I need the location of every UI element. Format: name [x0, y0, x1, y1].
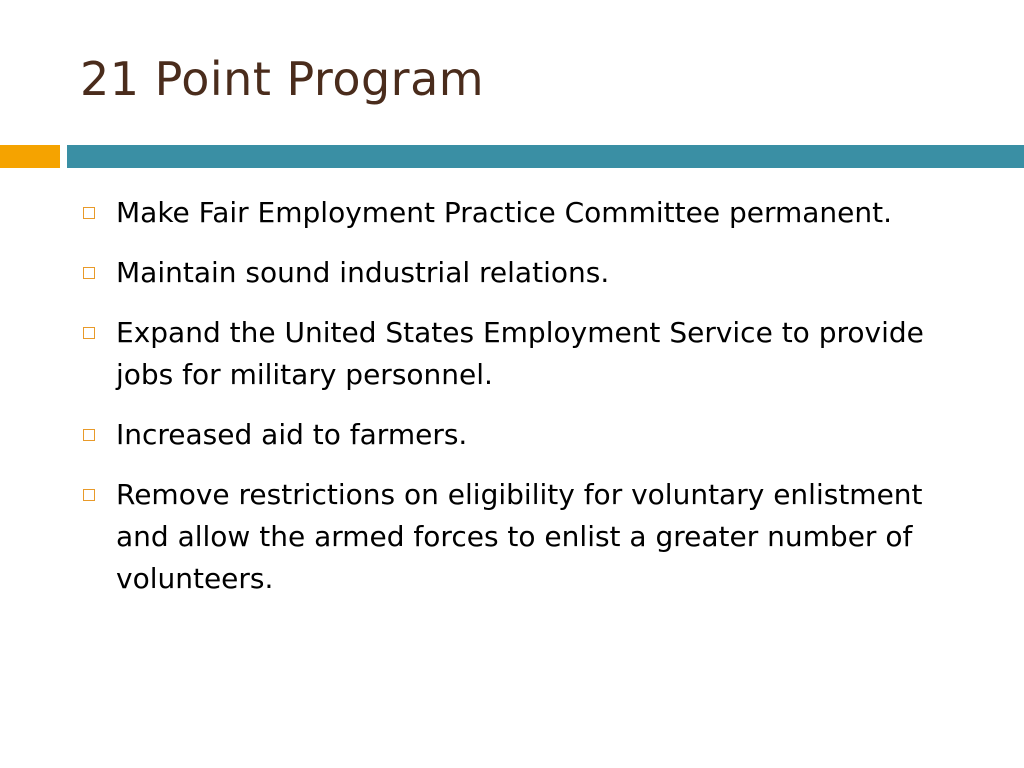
- square-bullet-icon: [83, 489, 95, 501]
- bullet-text: Increased aid to farmers.: [116, 418, 468, 451]
- bullet-item: [80, 312, 930, 396]
- bullet-item: [80, 192, 930, 234]
- bullet-text: Make Fair Employment Practice Committee permanent.: [116, 196, 893, 229]
- square-bullet-icon: [83, 327, 95, 339]
- square-bullet-icon: [83, 267, 95, 279]
- bullet-item: [80, 474, 930, 600]
- accent-bar-teal: [67, 145, 1024, 168]
- square-bullet-icon: [83, 429, 95, 441]
- slide-title: 21 Point Program: [80, 52, 485, 106]
- bullet-text: Expand the United States Employment Service to provide jobs for military personnel.: [116, 316, 924, 391]
- bullet-list: [80, 192, 930, 618]
- bullet-text: Maintain sound industrial relations.: [116, 256, 610, 289]
- bullet-item: [80, 414, 930, 456]
- bullet-item: [80, 252, 930, 294]
- accent-bar-orange: [0, 145, 60, 168]
- square-bullet-icon: [83, 207, 95, 219]
- bullet-text: Remove restrictions on eligibility for voluntary enlistment and allow the armed forces to enlist a greater number of volunteers.: [116, 478, 923, 595]
